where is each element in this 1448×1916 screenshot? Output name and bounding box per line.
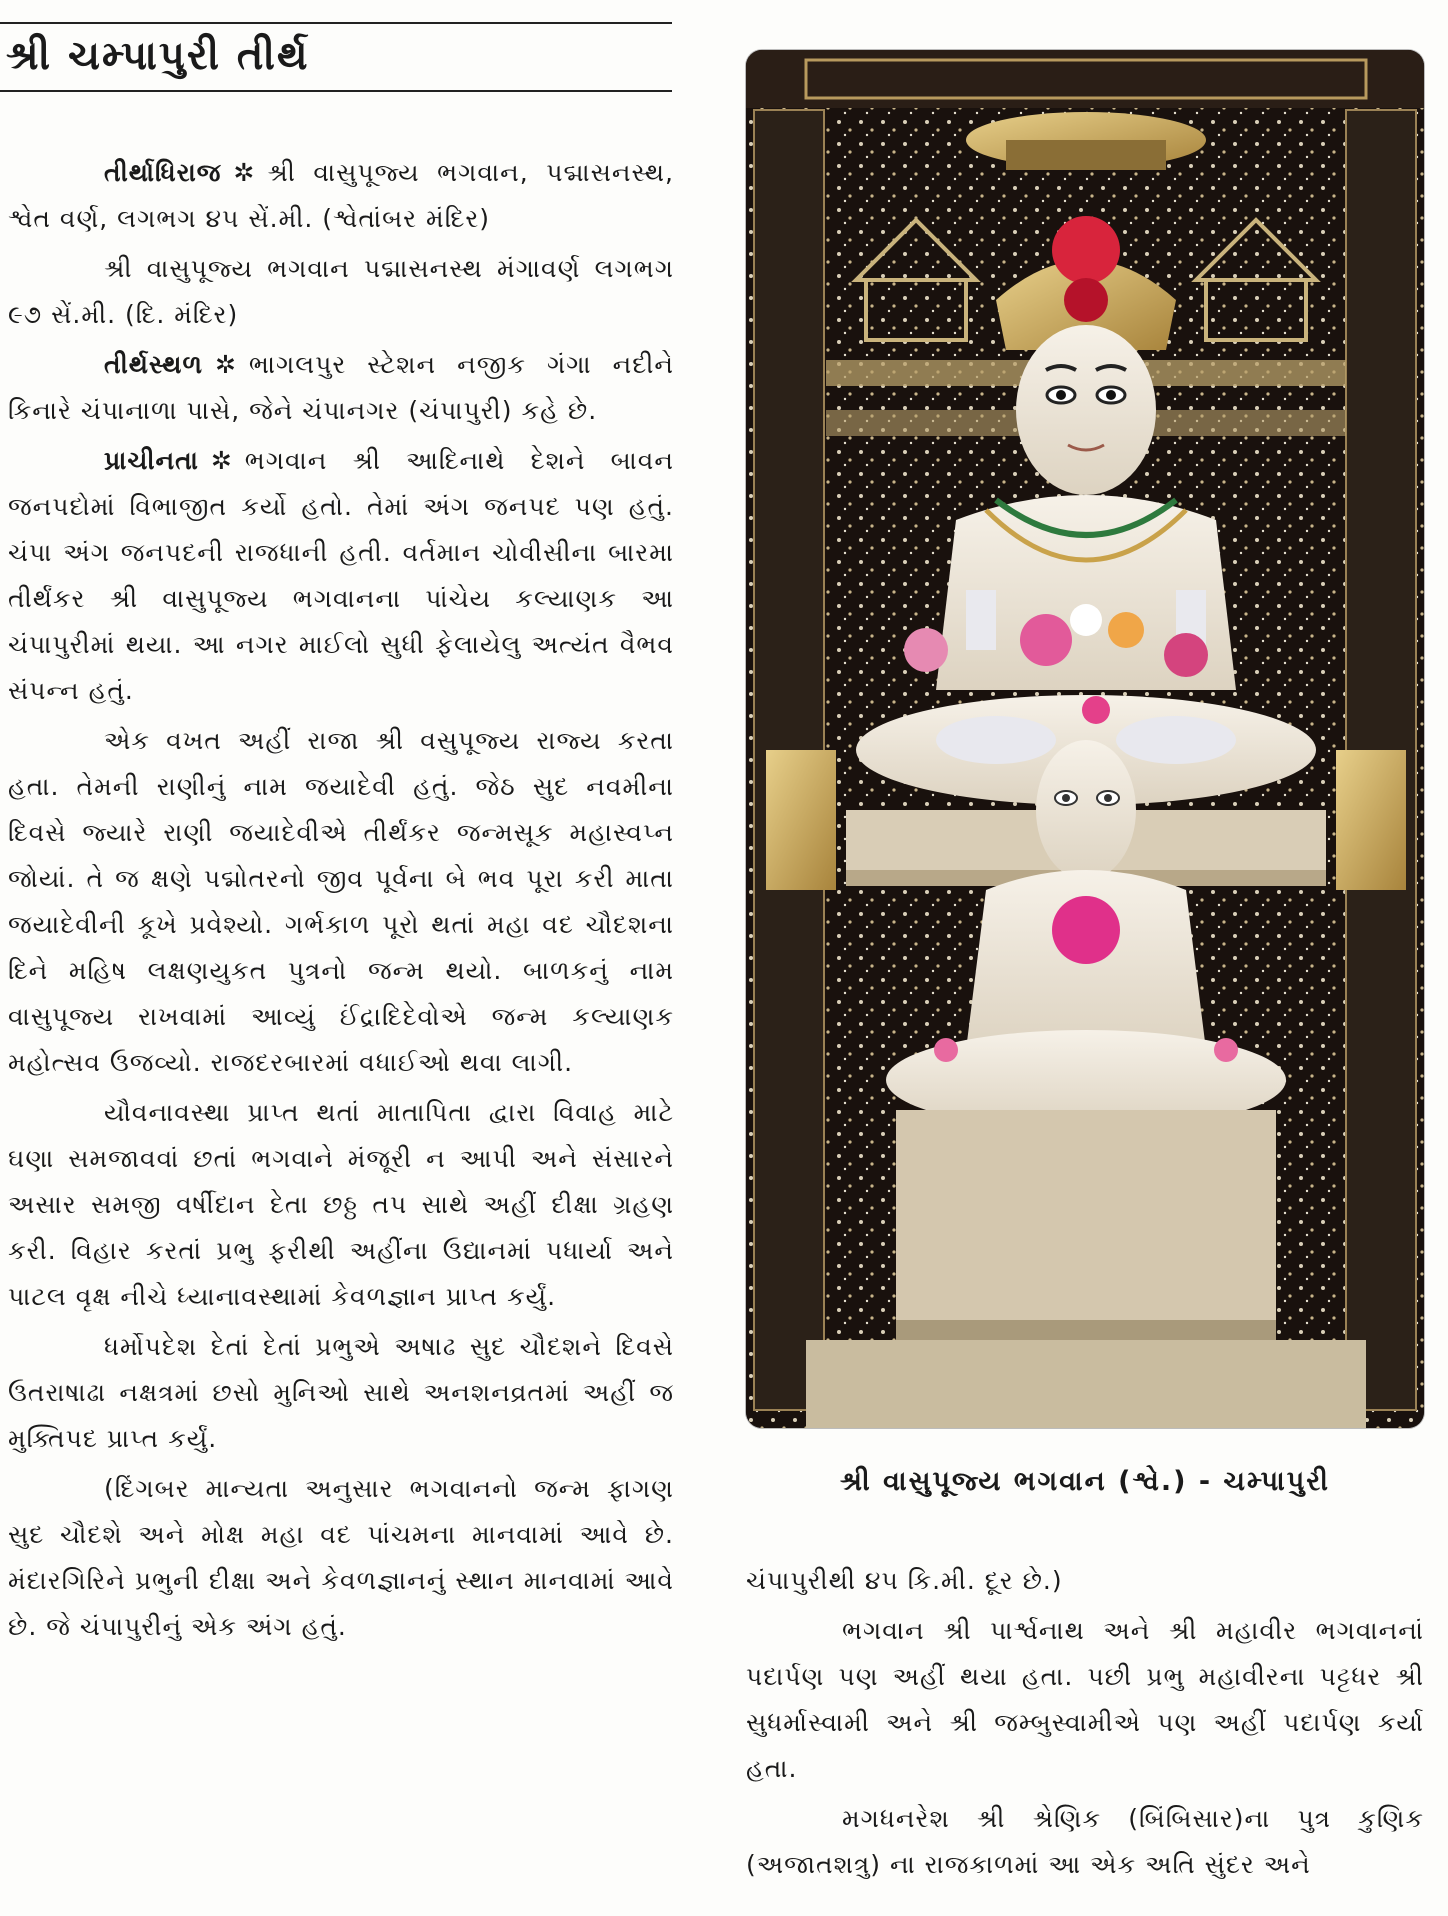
paragraph-prachinata bbox=[8, 438, 674, 714]
paragraph-moksha bbox=[8, 1324, 674, 1462]
paragraph-parshvanath-visit bbox=[746, 1608, 1424, 1792]
paragraph-tirthasthal bbox=[8, 342, 674, 434]
star-marker-icon: ✲ bbox=[214, 350, 237, 379]
paragraph-text: ભગવાન શ્રી આદિનાથે દેશને બાવન જનપદોમાં વિભાજીત કર્યો હતો. તેમાં અંગ જનપદ પણ હતું. ચંપા અંગ જનપદની રાજધાની હતી. વર્તમાન ચોવીસીના બારમા તીર્થંકર શ્રી વાસુપૂજ્ય ભગવાનના પાંચેય કલ્યાણક આ ચંપાપુરીમાં થયા. આ નગર માઈલો સુધી ફેલાયેલુ અત્યંત વૈભવ સંપન્ન હતું. bbox=[8, 446, 674, 705]
left-column bbox=[8, 150, 674, 1654]
paragraph-lead: પ્રાચીનતા bbox=[104, 446, 199, 475]
paragraph-birth bbox=[8, 718, 674, 1086]
paragraph-lead: તીર્થાધિરાજ bbox=[104, 158, 222, 187]
paragraph-text: ધર્મોપદેશ દેતાં દેતાં પ્રભુએ અષાઢ સુદ ચૌદશને દિવસે ઉતરાષાઢા નક્ષત્રમાં છસો મુનિઓ સાથે અનશનવ્રતમાં અહીં જ મુક્તિપદ પ્રાપ્ત કર્યું. bbox=[8, 1332, 674, 1453]
paragraph-text: શ્રી વાસુપૂજ્ય ભગવાન પદ્માસનસ્થ મંગાવર્ણ લગભગ ૯૭ સેં.મી. (દિ. મંદિર) bbox=[8, 254, 674, 329]
star-marker-icon: ✲ bbox=[210, 446, 233, 475]
paragraph-text: ભાગલપુર સ્ટેશન નજીક ગંગા નદીને કિનારે ચંપાનાળા પાસે, જેને ચંપાનગર (ચંપાપુરી) કહે છે. bbox=[8, 350, 674, 425]
title-rule-bottom bbox=[0, 90, 672, 92]
paragraph-text: શ્રી વાસુપૂજ્ય ભગવાન, પદ્માસનસ્થ, શ્વેત વર્ણ, લગભગ ૪૫ સેં.મી. (શ્વેતાંબર મંદિર) bbox=[8, 158, 674, 233]
paragraph-kunik bbox=[746, 1796, 1424, 1888]
star-marker-icon: ✲ bbox=[233, 158, 256, 187]
paragraph-distance-continued bbox=[746, 1558, 1424, 1604]
title-rule-top bbox=[0, 22, 672, 24]
paragraph-text: મગધનરેશ શ્રી શ્રેણિક (બિંબિસાર)ના પુત્ર કુણિક (અજાતશત્રુ) ના રાજકાળમાં આ એક અતિ સુંદર અને bbox=[746, 1804, 1424, 1879]
paragraph-digambar-idol bbox=[8, 246, 674, 338]
paragraph-text: ભગવાન શ્રી પાર્શ્વનાથ અને શ્રી મહાવીર ભગવાનનાં પદાર્પણ પણ અહીં થયા હતા. પછી પ્રભુ મહાવીરના પટ્ટધર શ્રી સુધર્માસ્વામી અને શ્રી જમ્બુસ્વામીએ પણ અહીં પદાર્પણ કર્યા હતા. bbox=[746, 1616, 1424, 1783]
idol-photo-illustration bbox=[746, 50, 1424, 1428]
right-column bbox=[746, 1558, 1424, 1892]
paragraph-text: એક વખત અહીં રાજા શ્રી વસુપૂજ્ય રાજ્ય કરતા હતા. તેમની રાણીનું નામ જયાદેવી હતું. જેઠ સુદ નવમીના દિવસે જ્યારે રાણી જયાદેવીએ તીર્થંકર જન્મસૂક મહાસ્વપ્ન જોયાં. તે જ ક્ષણે પદ્મોતરનો જીવ પૂર્વના બે ભવ પૂરા કરી માતા જયાદેવીની કૂખે પ્રવેશ્યો. ગર્ભકાળ પૂરો થતાં મહા વદ ચૌદશના દિને મહિષ લક્ષણયુકત પુત્રનો જન્મ થયો. બાળકનું નામ વાસુપૂજ્ય રાખવામાં આવ્યું ઈંદ્રાદિદેવોએ જન્મ કલ્યાણક મહોત્સવ ઉજવ્યો. રાજદરબારમાં વધાઈઓ થવા લાગી. bbox=[8, 726, 674, 1077]
photo-caption: શ્રી વાસુપૂજ્ય ભગવાન (શ્વે.) - ચમ્પાપુરી bbox=[840, 1466, 1330, 1497]
paragraph-tirthadhiraj bbox=[8, 150, 674, 242]
paragraph-text: ચંપાપુરીથી ૪૫ કિ.મી. દૂર છે.) bbox=[746, 1566, 1063, 1595]
page-title: શ્રી ચમ્પાપુરી તીર્થ bbox=[6, 33, 310, 79]
paragraph-digambar-belief bbox=[8, 1466, 674, 1650]
paragraph-lead: તીર્થસ્થળ bbox=[104, 350, 203, 379]
paragraph-diksha bbox=[8, 1090, 674, 1320]
paragraph-text: (દિંગબર માન્યતા અનુસાર ભગવાનનો જન્મ ફાગણ સુદ ચૌદશે અને મોક્ષ મહા વદ પાંચમના માનવામાં આવે છે. મંદારગિરિને પ્રભુની દીક્ષા અને કેવળજ્ઞાનનું સ્થાન માનવામાં આવે છે. જે ચંપાપુરીનું એક અંગ હતું. bbox=[8, 1474, 674, 1641]
idol-photograph bbox=[746, 50, 1424, 1428]
paragraph-text: યૌવનાવસ્થા પ્રાપ્ત થતાં માતાપિતા દ્વારા વિવાહ માટે ઘણા સમજાવવાં છતાં ભગવાને મંજૂરી ન આપી અને સંસારને અસાર સમજી વર્ષીદાન દેતા છઠ્ઠ તપ સાથે અહીં દીક્ષા ગ્રહણ કરી. વિહાર કરતાં પ્રભુ ફરીથી અહીંના ઉદ્યાનમાં પધાર્યા અને પાટલ વૃક્ષ નીચે ધ્યાનાવસ્થામાં કેવળજ્ઞાન પ્રાપ્ત કર્યું. bbox=[8, 1098, 674, 1311]
